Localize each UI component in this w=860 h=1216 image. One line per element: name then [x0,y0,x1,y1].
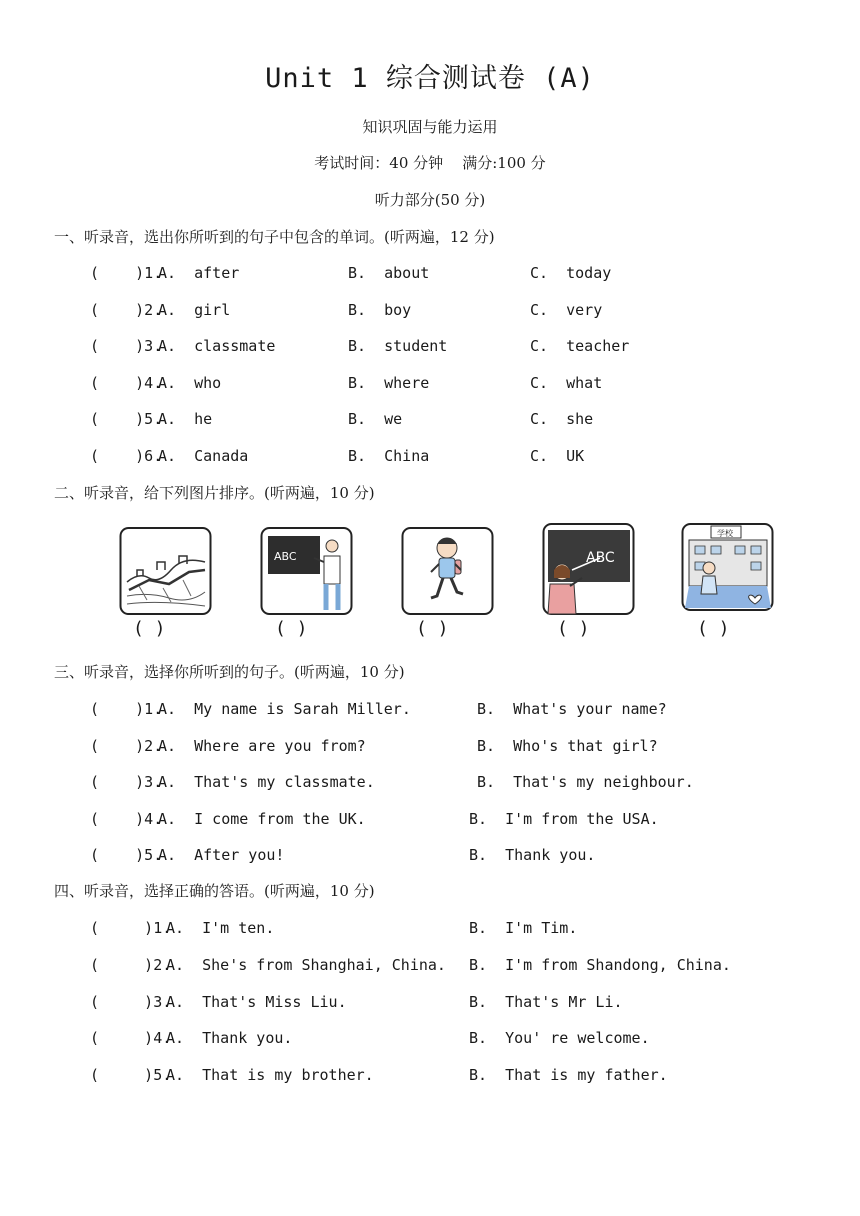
option-a: A. She's from Shanghai, China. [166,955,446,974]
option-b: B. That's Mr Li. [469,992,623,1011]
answer-blank[interactable]: ( )3. [90,773,163,792]
option-c: C. teacher [530,337,630,356]
option-a: A. That's Miss Liu. [166,992,347,1011]
answer-blank[interactable]: ( )4. [90,1029,172,1048]
section3-heading: 三、听录音，选择你所听到的句子。(听两遍，10 分) [54,663,405,681]
option-c: C. today [530,264,612,282]
option-c: C. UK [530,447,585,465]
option-b: B. Who's that girl? [477,736,658,755]
option-a: A. Where are you from? [158,736,366,755]
answer-blank[interactable]: ( )5. [90,846,163,865]
answer-blank[interactable]: ( )2. [90,955,172,974]
option-b: B. That is my father. [469,1066,668,1085]
answer-blank[interactable]: ( )4. [90,809,163,828]
answer-blank[interactable]: ( )2. [90,300,163,319]
section1-heading: 一、听录音，选出你所听到的句子中包含的单词。(听两遍，12 分) [54,228,495,246]
listening-part-heading: 听力部分(50 分) [374,191,486,209]
option-b: B. China [348,447,430,465]
answer-blank[interactable]: ( )1. [90,264,163,282]
option-c: C. she [530,410,594,429]
option-b: B. Thank you. [469,846,596,865]
option-b: B. I'm from Shandong, China. [469,955,731,974]
option-b: B. we [348,410,403,429]
answer-blank[interactable]: ( )3. [90,992,172,1011]
section4-heading: 四、听录音，选择正确的答语。(听两遍，10 分) [54,882,375,900]
option-a: A. who [158,373,222,392]
school-building-picture [681,522,775,616]
picture-4-answer-blank[interactable]: ( ) [557,618,590,639]
option-a: A. Canada [158,447,249,465]
option-b: B. I'm from the USA. [469,809,659,828]
answer-blank[interactable]: ( )4. [90,373,163,392]
option-a: A. I come from the UK. [158,809,366,828]
male-teacher-blackboard-picture [260,522,354,616]
option-a: A. classmate [158,337,276,356]
answer-blank[interactable]: ( )6. [90,447,163,465]
option-b: B. I'm Tim. [469,919,578,937]
board-text: ABC [586,550,615,566]
option-a: A. That is my brother. [166,1066,374,1085]
board-text: ABC [274,550,297,563]
picture-2-answer-blank[interactable]: ( ) [275,618,308,639]
option-c: C. what [530,373,603,392]
option-b: B. about [348,264,430,282]
answer-blank[interactable]: ( )5. [90,410,163,429]
option-b: B. boy [348,300,412,319]
exam-info: 考试时间：40 分钟 满分:100 分 [314,154,546,172]
school-sign: 学校 [717,529,733,538]
boy-running-picture [401,522,495,616]
option-a: A. That's my classmate. [158,773,375,792]
option-a: A. My name is Sarah Miller. [158,700,411,718]
option-b: B. You' re welcome. [469,1029,650,1048]
page-title: Unit 1 综合测试卷 (A) [265,63,595,94]
answer-blank[interactable]: ( )2. [90,736,163,755]
option-a: A. after [158,264,240,282]
great-wall-picture [119,522,213,616]
female-teacher-pointing-picture [542,522,636,616]
picture-3-answer-blank[interactable]: ( ) [416,618,449,639]
answer-blank[interactable]: ( )3. [90,337,163,356]
answer-blank[interactable]: ( )5. [90,1066,172,1085]
option-b: B. student [348,337,448,356]
option-a: A. girl [158,300,231,319]
option-a: A. I'm ten. [166,919,275,937]
option-b: B. That's my neighbour. [477,773,694,792]
section2-heading: 二、听录音，给下列图片排序。(听两遍，10 分) [54,484,375,502]
picture-1-answer-blank[interactable]: ( ) [133,618,166,639]
option-a: A. Thank you. [166,1029,293,1048]
option-c: C. very [530,300,603,319]
option-b: B. What's your name? [477,700,667,718]
answer-blank[interactable]: ( )1. [90,700,163,718]
answer-blank[interactable]: ( )1. [90,919,172,937]
option-b: B. where [348,373,430,392]
picture-5-answer-blank[interactable]: ( ) [697,618,730,639]
option-a: A. After you! [158,846,285,865]
option-a: A. he [158,410,213,429]
subtitle: 知识巩固与能力运用 [362,118,498,136]
